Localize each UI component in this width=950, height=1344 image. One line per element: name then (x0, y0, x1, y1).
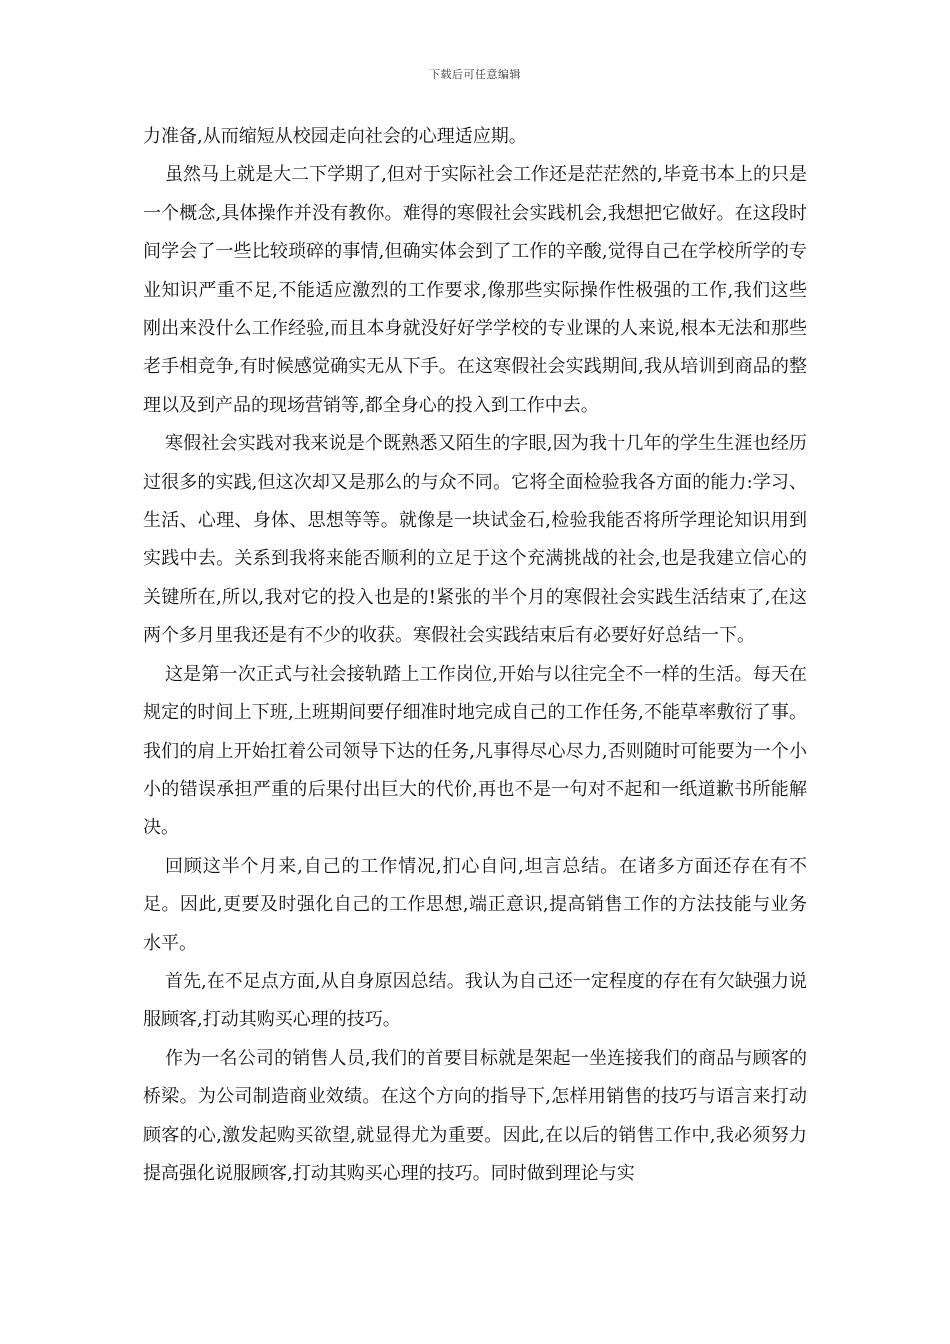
paragraph: 首先,在不足点方面,从自身原因总结。我认为自己还一定程度的存在有欠缺强力说服顾客,打动其购买心理的技巧。 (143, 970, 807, 1031)
paragraph: 回顾这半个月来,自己的工作情况,扪心自问,坦言总结。在诸多方面还存在有不足。因此,更要及时强化自己的工作思想,端正意识,提高销售工作的方法技能与业务水平。 (143, 855, 807, 954)
paragraph: 寒假社会实践对我来说是个既熟悉又陌生的字眼,因为我十几年的学生生涯也经历过很多的实践,但这次却又是那么的与众不同。它将全面检验我各方面的能力:学习、生活、心理、身体、思想等等。就像是一块试金石,检验我能否将所学理论知识用到实践中去。关系到我将来能否顺利的立足于这个充满挑战的社会,也是我建立信心的关键所在,所以,我对它的投入也是的!紧张的半个月的寒假社会实践生活结束了,在这两个多月里我还是有不少的收获。寒假社会实践结束后有必要好好总结一下。 (143, 433, 807, 647)
paragraph-continuation: 力准备,从而缩短从校园走向社会的心理适应期。 (143, 126, 527, 147)
paragraph: 虽然马上就是大二下学期了,但对于实际社会工作还是茫茫然的,毕竟书本上的只是一个概念,具体操作并没有教你。难得的寒假社会实践机会,我想把它做好。在这段时间学会了一些比较琐碎的事情,但确实体会到了工作的辛酸,觉得自己在学校所学的专业知识严重不足,不能适应激烈的工作要求,像那些实际操作性极强的工作,我们这些刚出来没什么工作经验,而且本身就没好好学学校的专业课的人来说,根本无法和那些老手相竞争,有时候感觉确实无从下手。在这寒假社会实践期间,我从培训到商品的整理以及到产品的现场营销等,都全身心的投入到工作中去。 (143, 164, 807, 416)
paragraph: 作为一名公司的销售人员,我们的首要目标就是架起一坐连接我们的商品与顾客的桥梁。为公司制造商业效绩。在这个方向的指导下,怎样用销售的技巧与语言来打动顾客的心,激发起购买欲望,就显得尤为重要。因此,在以后的销售工作中,我必须努力提高强化说服顾客,打动其购买心理的技巧。同时做到理论与实 (143, 1047, 807, 1184)
document-body (143, 118, 807, 1193)
page-header: 下载后可任意编辑 (429, 68, 521, 81)
paragraph: 这是第一次正式与社会接轨踏上工作岗位,开始与以往完全不一样的生活。每天在规定的时间上下班,上班期间要仔细准时地完成自己的工作任务,不能草率敷衍了事。我们的肩上开始扛着公司领导下达的任务,凡事得尽心尽力,否则随时可能要为一个小小的错误承担严重的后果付出巨大的代价,再也不是一句对不起和一纸道歉书所能解决。 (143, 663, 807, 839)
